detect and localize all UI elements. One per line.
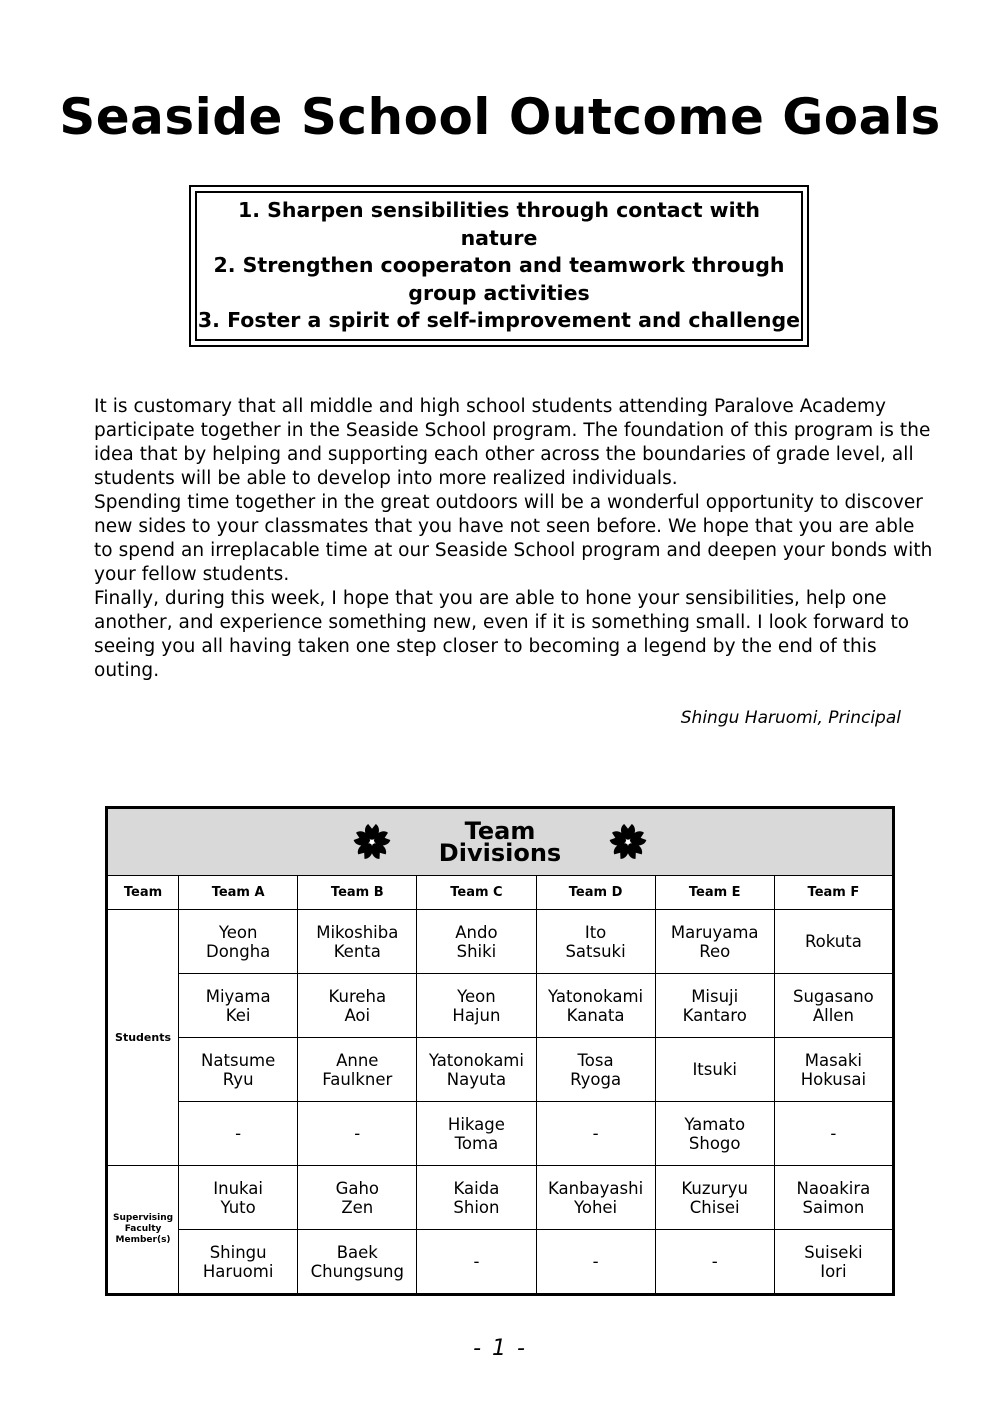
name-line: Itsuki — [692, 1060, 737, 1079]
column-header: Team B — [298, 876, 417, 910]
name-line: Mikoshiba — [316, 922, 399, 942]
name-line: Anne — [336, 1050, 379, 1070]
table-cell — [298, 974, 417, 1038]
column-header-row — [107, 876, 894, 910]
table-cell — [536, 910, 655, 974]
table-cell — [179, 1230, 298, 1295]
name-line: Gaho — [335, 1178, 380, 1198]
name-line: Allen — [812, 1005, 854, 1025]
name-line: Ryoga — [570, 1069, 622, 1089]
name-line: Natsume — [201, 1050, 276, 1070]
table-cell — [417, 1166, 536, 1230]
table-cell — [179, 974, 298, 1038]
page-title: Seaside School Outcome Goals — [59, 88, 941, 146]
table-cell — [774, 1102, 893, 1166]
table-cell — [417, 1038, 536, 1102]
name-line: Rokuta — [804, 932, 862, 951]
message-paragraph: Finally, during this week, I hope that you are able to hone your sensibilities, help one another, and experience something new, even if it is something small. I look forward to seeing you all having taken one step closer to becoming a legend by the end of this outing. — [94, 588, 910, 681]
name-line: Masaki — [804, 1050, 862, 1070]
table-cell — [536, 1166, 655, 1230]
table-cell — [179, 1038, 298, 1102]
table-row — [107, 1038, 894, 1102]
name-line: Shogo — [688, 1133, 741, 1153]
table-cell — [179, 910, 298, 974]
table-cell — [655, 1230, 774, 1295]
name-line: Misuji — [691, 986, 739, 1006]
name-line: Yatonokami — [428, 1050, 524, 1070]
table-title-line: Divisions — [438, 839, 562, 867]
name-line: Kei — [225, 1005, 251, 1025]
name-line: Ito — [584, 922, 607, 942]
name-line: Toma — [454, 1133, 499, 1153]
table-cell — [417, 1102, 536, 1166]
table-cell — [417, 1230, 536, 1295]
name-line: Satsuki — [565, 941, 626, 961]
name-line: Shion — [453, 1197, 500, 1217]
name-line: - — [473, 1252, 480, 1271]
table-row — [107, 1230, 894, 1295]
name-line: Dongha — [205, 941, 271, 961]
name-line: - — [235, 1124, 242, 1143]
table-cell — [774, 1230, 893, 1295]
table-title-line: Team — [464, 817, 536, 845]
name-line: Suiseki — [804, 1242, 863, 1262]
column-header: Team — [107, 876, 179, 910]
column-header: Team E — [655, 876, 774, 910]
table-cell — [655, 1102, 774, 1166]
table-row — [107, 1166, 894, 1230]
name-line: - — [592, 1124, 599, 1143]
table-cell — [417, 974, 536, 1038]
goal-line: 3. Foster a spirit of self-improvement and challenge — [197, 308, 801, 333]
name-line: Naoakira — [796, 1178, 871, 1198]
table-title — [438, 817, 562, 867]
table-cell — [655, 974, 774, 1038]
table-cell — [179, 1102, 298, 1166]
table-cell — [774, 974, 893, 1038]
name-line: - — [592, 1252, 599, 1271]
name-line: Yeon — [218, 922, 258, 942]
table-cell — [536, 1038, 655, 1102]
table-cell — [417, 910, 536, 974]
goal-line: 2. Strengthen cooperaton and teamwork through — [213, 253, 785, 278]
sakura-flower-icon — [353, 823, 391, 861]
name-line: Kanata — [566, 1005, 625, 1025]
name-line: Chisei — [689, 1197, 740, 1217]
table-cell — [298, 910, 417, 974]
name-line: Baek — [336, 1242, 378, 1262]
signature: Shingu Haruomi, Principal — [680, 708, 901, 728]
name-line: Shingu — [209, 1242, 267, 1262]
name-line: Ando — [455, 922, 498, 942]
table-row — [107, 1102, 894, 1166]
table-cell — [774, 910, 893, 974]
name-line: Yeon — [457, 986, 496, 1006]
page-number: - 1 - — [473, 1336, 527, 1361]
name-line: Zen — [341, 1197, 374, 1217]
name-line: Hikage — [447, 1114, 505, 1134]
name-line: - — [830, 1124, 837, 1143]
message-paragraph: It is customary that all middle and high school students attending Paralove Academy participate together in the Seaside School program. The foundation of this program is the idea that by helping and supporting each other across the boundaries of grade level, all students will be able to develop into more realized individuals. — [94, 396, 931, 489]
message-paragraph: Spending time together in the great outdoors will be a wonderful opportunity to discover new sides to your classmates that you have not seen before. We hope that you are able to spend an irreplacable time at our Seaside School program and deepen your bonds with your fellow students. — [94, 492, 933, 585]
table-cell — [298, 1166, 417, 1230]
faculty-label: Supervising Faculty Member(s) — [107, 1166, 179, 1295]
table-cell — [536, 974, 655, 1038]
name-line: Ryu — [222, 1069, 254, 1089]
sakura-flower-icon — [609, 823, 647, 861]
name-line: Hajun — [452, 1005, 501, 1025]
name-line: Aoi — [344, 1005, 371, 1025]
name-line: Inukai — [213, 1178, 264, 1198]
column-header: Team A — [179, 876, 298, 910]
table-cell — [298, 1230, 417, 1295]
goals-box — [189, 185, 809, 347]
column-header: Team C — [417, 876, 536, 910]
name-line: Yohei — [573, 1197, 618, 1217]
name-line: Shiki — [456, 941, 497, 961]
goal-line: group activities — [408, 280, 590, 305]
name-line: Kantaro — [682, 1005, 747, 1025]
name-line: Haruomi — [202, 1261, 274, 1281]
table-row — [107, 974, 894, 1038]
table-cell — [774, 1166, 893, 1230]
name-line: Yamato — [684, 1114, 746, 1134]
name-line: Kenta — [333, 941, 381, 961]
table-row — [107, 910, 894, 974]
name-line: Faulkner — [322, 1069, 393, 1089]
name-line: Yuto — [220, 1197, 256, 1217]
name-line: Kureha — [328, 986, 387, 1006]
name-line: Miyama — [205, 986, 271, 1006]
table-cell — [774, 1038, 893, 1102]
name-line: Hokusai — [800, 1069, 867, 1089]
team-divisions-table — [105, 806, 895, 1296]
table-header-cell — [107, 808, 894, 876]
column-header: Team F — [774, 876, 893, 910]
table-header — [108, 817, 892, 867]
name-line: Chungsung — [310, 1261, 404, 1281]
name-line: Sugasano — [793, 986, 874, 1006]
name-line: Yatonokami — [548, 986, 644, 1006]
name-line: Maruyama — [670, 922, 759, 942]
name-line: - — [354, 1124, 361, 1143]
name-line: Kuzuryu — [681, 1178, 748, 1198]
principal-message — [94, 395, 934, 683]
name-line: - — [711, 1252, 718, 1271]
name-line: Nayuta — [446, 1069, 507, 1089]
name-line: Reo — [699, 941, 731, 961]
name-line: Kanbayashi — [547, 1178, 644, 1198]
table-header-row — [107, 808, 894, 876]
students-label: Students — [107, 910, 179, 1166]
table-cell — [298, 1038, 417, 1102]
name-line: Iori — [820, 1261, 847, 1281]
name-line: Tosa — [577, 1050, 614, 1070]
table-cell — [179, 1166, 298, 1230]
table-cell — [655, 910, 774, 974]
name-line: Kaida — [453, 1178, 500, 1198]
table-cell — [298, 1102, 417, 1166]
column-header: Team D — [536, 876, 655, 910]
table-cell — [536, 1230, 655, 1295]
name-line: Saimon — [802, 1197, 865, 1217]
table-cell — [655, 1166, 774, 1230]
table-cell — [655, 1038, 774, 1102]
goal-line: 1. Sharpen sensibilities through contact with nature — [237, 198, 761, 250]
goals-box-inner — [195, 191, 803, 341]
table-cell — [536, 1102, 655, 1166]
